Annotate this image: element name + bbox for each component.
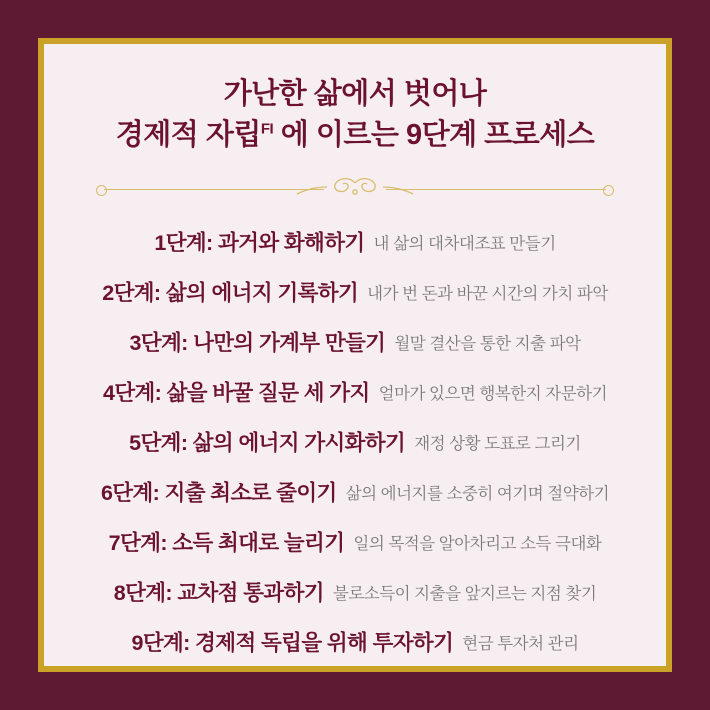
- step-description: 재정 상황 도표로 그리기: [414, 434, 581, 453]
- divider-dot-right-icon: [603, 185, 614, 196]
- poster-title: [70, 74, 640, 156]
- divider-ornament: [70, 172, 640, 206]
- step-description: 얼마가 있으면 행복한지 자문하기: [378, 384, 608, 403]
- step-description: 월말 결산을 통한 지출 파악: [394, 334, 581, 353]
- step-label: 9단계: 경제적 독립을 위해 투자하기: [131, 630, 454, 655]
- poster-content: [44, 44, 666, 666]
- step-description: 내 삶의 대차대조표 만들기: [373, 234, 556, 253]
- step-list: [70, 216, 640, 666]
- step-label: 2단계: 삶의 에너지 기록하기: [102, 280, 359, 305]
- step-label: 4단계: 삶을 바꿀 질문 세 가지: [102, 380, 370, 405]
- step-label: 6단계: 지출 최소로 줄이기: [100, 480, 337, 505]
- step-description: 내가 번 돈과 바꾼 시간의 가치 파악: [367, 284, 608, 303]
- step-label: 8단계: 교차점 통과하기: [113, 580, 324, 605]
- divider-dot-left-icon: [96, 185, 107, 196]
- step-description: 일의 목적을 알아차리고 소득 극대화: [353, 534, 602, 553]
- step-item-7: [70, 516, 640, 566]
- step-label: 1단계: 과거와 화해하기: [154, 230, 365, 255]
- step-label: 3단계: 나만의 가계부 만들기: [129, 330, 386, 355]
- title-superscript-fi: FI: [260, 120, 274, 138]
- title-line-2-post: 에 이르는 9단계 프로세스: [273, 119, 595, 152]
- step-item-9: [70, 616, 640, 666]
- step-description: 현금 투자처 관리: [462, 634, 579, 653]
- gold-frame-border: [38, 38, 672, 672]
- flourish-ornament-icon: [265, 174, 445, 204]
- poster-card: [44, 44, 666, 666]
- step-description: 삶의 에너지를 소중히 여기며 절약하기: [345, 484, 610, 503]
- step-item-2: [70, 266, 640, 316]
- step-item-8: [70, 566, 640, 616]
- step-item-6: [70, 466, 640, 516]
- step-item-3: [70, 316, 640, 366]
- step-label: 7단계: 소득 최대로 늘리기: [108, 530, 345, 555]
- step-item-4: [70, 366, 640, 416]
- step-item-1: [70, 216, 640, 266]
- step-label: 5단계: 삶의 에너지 가시화하기: [129, 430, 406, 455]
- step-description: 불로소득이 지출을 앞지르는 지점 찾기: [332, 584, 597, 603]
- title-line-2: [70, 115, 640, 156]
- title-line-2-pre: 경제적 자립: [115, 119, 261, 152]
- title-line-1: 가난한 삶에서 벗어나: [223, 78, 487, 110]
- step-item-5: [70, 416, 640, 466]
